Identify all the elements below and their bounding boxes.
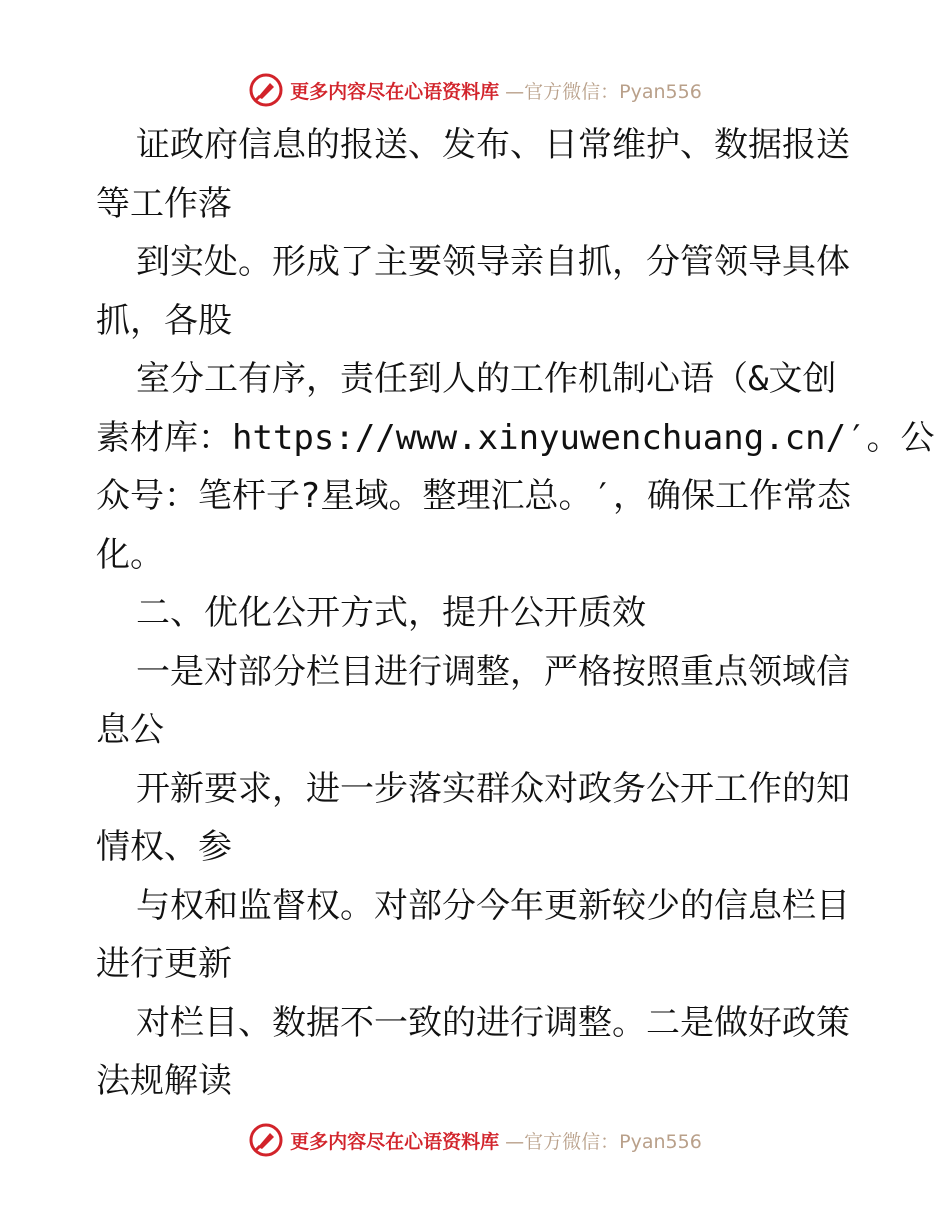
- text-line: 开新要求，进一步落实群众对政务公开工作的知: [136, 768, 850, 809]
- header-watermark-banner: [0, 70, 950, 110]
- text-line: 等工作落: [96, 183, 232, 224]
- footer-banner-main-text: 更多内容尽在心语资料库: [290, 1130, 500, 1153]
- text-line: 证政府信息的报送、发布、日常维护、数据报送: [136, 125, 850, 165]
- text-line: 进行更新: [96, 944, 232, 984]
- text-line: 室分工有序，责任到人的工作机制心语（&文创: [136, 359, 837, 399]
- text-line: 对栏目、数据不一致的进行调整。二是做好政策: [136, 1002, 850, 1043]
- section-heading: 二、优化公开方式，提升公开质效: [136, 593, 646, 633]
- text-line: 一是对部分栏目进行调整，严格按照重点领域信: [136, 651, 850, 692]
- text-line: 情权、参: [96, 827, 232, 867]
- text-line: 法规解读: [96, 1061, 232, 1101]
- text-line: 众号：笔杆子?星域。整理汇总。′，确保工作常态: [96, 476, 851, 516]
- header-banner-main-text: 更多内容尽在心语资料库: [290, 80, 500, 103]
- header-banner-sub-text: —官方微信：Pyan556: [505, 80, 702, 103]
- text-line: 抓，各股: [96, 300, 232, 341]
- text-line: 化。: [96, 534, 164, 575]
- text-line: 到实处。形成了主要领导亲自抓，分管领导具体: [136, 242, 850, 282]
- text-line: 息公: [96, 710, 164, 750]
- pen-logo-icon: [248, 72, 284, 108]
- body-paragraphs: [96, 116, 935, 1111]
- pen-logo-icon: [248, 1122, 284, 1158]
- footer-banner-sub-text: —官方微信：Pyan556: [505, 1130, 702, 1153]
- footer-watermark-banner: [0, 1120, 950, 1160]
- text-line: 素材库：https://www.xinyuwenchuang.cn/′。公: [96, 417, 935, 458]
- text-line: 与权和监督权。对部分今年更新较少的信息栏目: [136, 885, 850, 926]
